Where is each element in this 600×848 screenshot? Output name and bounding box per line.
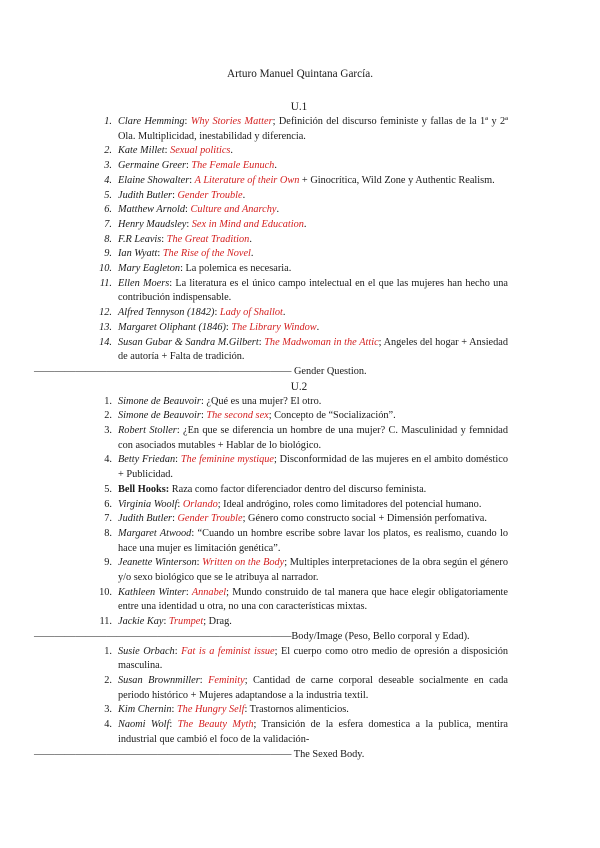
item-description: ¿En que se diferencia un hombre de una mujer? C. Masculinidad y femnidad con asociados mutables + Hablar de lo biológico. bbox=[118, 425, 509, 451]
section-separator: ————————————————————————— Gender Question. bbox=[34, 365, 367, 377]
item-work-title: Sexual politics bbox=[170, 145, 231, 157]
item-number: 8. bbox=[104, 527, 112, 539]
item-work-title: Why Stories Matter bbox=[190, 116, 273, 127]
item-author: Susan Gubar & Sandra M.Gilbert bbox=[118, 336, 259, 348]
item-author: Mary Eagleton bbox=[118, 263, 181, 275]
item-description: Raza como factor diferenciador dentro del discurso feminista. bbox=[171, 483, 427, 495]
item-separator: : bbox=[171, 704, 177, 716]
item-number: 2. bbox=[104, 145, 112, 157]
item-author: Jackie Kay bbox=[118, 616, 164, 628]
item-separator: : bbox=[196, 557, 203, 569]
item-work-title: Orlando bbox=[182, 498, 218, 510]
item-author: Margaret Oliphant (1846) bbox=[118, 321, 226, 333]
item-separator: : bbox=[184, 116, 191, 127]
document-author: Arturo Manuel Quintana García. bbox=[226, 68, 373, 80]
item-author: Margaret Atwood bbox=[118, 527, 192, 539]
list-item bbox=[90, 512, 508, 527]
item-work-title: The Library Window bbox=[231, 321, 317, 333]
item-author: Clare Hemming bbox=[118, 116, 185, 127]
list-item bbox=[90, 247, 508, 262]
list-item bbox=[90, 645, 508, 674]
list-item bbox=[90, 321, 508, 336]
item-work-title: A Literature of their Own bbox=[194, 174, 300, 186]
list-item bbox=[90, 144, 508, 159]
item-author: Matthew Arnold bbox=[118, 204, 186, 216]
item-separator: : bbox=[180, 263, 186, 275]
item-number: 1. bbox=[104, 645, 112, 657]
item-author: Susan Brownmiller bbox=[118, 674, 200, 686]
item-number: 5. bbox=[104, 189, 112, 201]
item-separator: : bbox=[175, 454, 181, 466]
item-number: 7. bbox=[104, 218, 112, 230]
item-separator: : bbox=[172, 189, 178, 201]
item-work-title: The Great Tradition bbox=[166, 233, 250, 245]
item-separator: : bbox=[186, 218, 192, 230]
item-description: ; El cuerpo como otro medio de opresión a disposición masculina. bbox=[118, 645, 509, 672]
item-number: 3. bbox=[104, 425, 112, 437]
list-item bbox=[90, 409, 508, 424]
item-separator: : bbox=[214, 307, 220, 319]
list-item bbox=[90, 527, 508, 556]
item-work-title: The Rise of the Novel bbox=[162, 248, 251, 260]
list-item bbox=[90, 703, 508, 718]
item-separator: : bbox=[177, 498, 183, 510]
reference-list bbox=[90, 645, 508, 748]
list-item bbox=[90, 306, 508, 321]
list-item bbox=[90, 189, 508, 204]
list-item bbox=[90, 718, 508, 747]
item-work-title: Fat is a feminist issue bbox=[181, 645, 275, 657]
item-author: Elaine Showalter bbox=[118, 174, 190, 186]
item-work-title: The second sex bbox=[206, 410, 269, 422]
item-number: 4. bbox=[104, 174, 112, 186]
item-description: ; Definición del discurso feministe y fallas de la 1ª y 2ª Ola. Multiplicidad, inestabilidad y diferencia. bbox=[118, 116, 508, 142]
item-number: 5. bbox=[104, 483, 112, 495]
item-work-title: Culture and Anarchy bbox=[190, 204, 277, 216]
item-number: 6. bbox=[104, 204, 112, 216]
list-item bbox=[90, 262, 508, 277]
item-number: 12. bbox=[99, 307, 112, 319]
item-description: ; Angeles del hogar + Ansiedad de autoría + Falta de tradición. bbox=[118, 336, 508, 363]
item-work-title: The feminine mystique bbox=[180, 454, 274, 466]
list-item bbox=[90, 615, 508, 630]
item-author: Simone de Beauvoir bbox=[118, 395, 201, 407]
item-description: . bbox=[274, 160, 277, 172]
item-description: : Trastornos alimenticios. bbox=[244, 704, 349, 716]
item-description: ; Concepto de “Socialización”. bbox=[268, 410, 396, 422]
item-author: Simone de Beauvoir bbox=[118, 410, 201, 422]
item-author: Germaine Greer bbox=[118, 160, 186, 172]
item-work-title: Written on the Body bbox=[202, 557, 285, 569]
list-item bbox=[90, 483, 508, 498]
item-work-title: Gender Trouble bbox=[177, 513, 243, 525]
item-number: 4. bbox=[104, 719, 112, 731]
item-number: 14. bbox=[99, 336, 112, 348]
section-separator: —————————————————————————Body/Image (Peso, Bello corporal y Edad). bbox=[34, 630, 470, 642]
item-description: . bbox=[316, 321, 320, 333]
item-author: Naomi Wolf bbox=[118, 719, 170, 731]
item-separator: : bbox=[199, 674, 209, 686]
item-description: . bbox=[303, 218, 307, 230]
item-description: ; Cantidad de carne corporal deseable socialmente en cada periodo histórico + Mujeres adaptandose a la industria textil. bbox=[118, 674, 508, 701]
list-item bbox=[90, 674, 508, 703]
list-item bbox=[90, 556, 508, 585]
list-item bbox=[90, 115, 508, 144]
item-description: ; Ideal andrógino, roles como limitadores del potencial humano. bbox=[217, 498, 482, 510]
item-author: Ellen Moers bbox=[118, 277, 170, 289]
item-author: Susie Orbach bbox=[118, 645, 175, 657]
item-number: 7. bbox=[104, 513, 112, 525]
item-separator: : bbox=[185, 204, 191, 216]
item-separator: : bbox=[200, 410, 207, 422]
item-author: F.R Leavis bbox=[118, 233, 162, 245]
item-description: ; Disconformidad de las mujeres en el ambito doméstico + Publicidad. bbox=[118, 454, 508, 481]
item-work-title: The Female Eunuch bbox=[191, 160, 275, 172]
item-author: Betty Friedan bbox=[118, 454, 176, 466]
item-separator: : bbox=[172, 513, 178, 525]
item-separator: : bbox=[157, 248, 163, 260]
item-description: . bbox=[276, 204, 280, 216]
item-work-title: Gender Trouble bbox=[177, 189, 243, 201]
list-item bbox=[90, 277, 508, 306]
item-author: Alfred Tennyson (1842) bbox=[118, 307, 215, 319]
item-work-title: Lady of Shallot bbox=[219, 307, 283, 319]
item-author: Judith Butler bbox=[118, 513, 173, 525]
item-separator: : bbox=[225, 321, 232, 333]
item-number: 3. bbox=[104, 704, 112, 716]
item-author: Judith Butler bbox=[118, 189, 173, 201]
item-author: Kim Chernin bbox=[118, 704, 172, 716]
item-separator: : bbox=[163, 616, 169, 628]
item-number: 10. bbox=[99, 263, 112, 275]
list-item bbox=[90, 395, 508, 410]
item-description: ; Género como constructo social + Dimensión perfomativa. bbox=[242, 513, 487, 525]
item-description: ; Transición de la esfera domestica a la publica, mentira industrial que cambió el foco de la validación- bbox=[118, 719, 508, 745]
item-author: Kate Millet bbox=[118, 145, 165, 157]
item-author: Jeanette Winterson bbox=[118, 557, 197, 569]
item-description: La literatura es el único campo intelectual en el que las mujeres han hecho una contribución indispensable. bbox=[118, 277, 508, 304]
list-item bbox=[90, 233, 508, 248]
item-separator: : bbox=[185, 586, 192, 598]
item-description: ; Mundo construido de tal manera que hace elegir obligatoriamente entre una identidad u otra, no una con características mixtas. bbox=[118, 586, 508, 613]
item-separator: : bbox=[169, 277, 176, 289]
list-item bbox=[90, 498, 508, 513]
item-number: 10. bbox=[99, 586, 112, 598]
item-description: + Ginocrítica, Wild Zone y Authentic Realism. bbox=[299, 174, 495, 186]
item-description: La polemica es necesaria. bbox=[185, 263, 292, 275]
item-description: ; Drag. bbox=[203, 616, 232, 628]
item-work-title: The Hungry Self bbox=[176, 704, 245, 716]
list-item bbox=[90, 336, 508, 365]
item-separator: : bbox=[191, 527, 198, 539]
list-item bbox=[90, 203, 508, 218]
item-work-title: Sex in Mind and Education bbox=[191, 218, 304, 230]
item-separator: : bbox=[161, 233, 167, 245]
section-heading: U.1 bbox=[290, 101, 308, 113]
item-description: ¿Qué es una mujer? El otro. bbox=[206, 395, 322, 407]
item-author: Kathleen Winter bbox=[118, 586, 186, 598]
item-author: Virginia Woolf bbox=[118, 498, 178, 510]
item-work-title: Trumpet bbox=[168, 616, 204, 628]
item-number: 9. bbox=[104, 248, 112, 260]
item-number: 2. bbox=[104, 410, 112, 422]
list-item bbox=[90, 218, 508, 233]
item-number: 1. bbox=[104, 116, 112, 127]
item-description: ; Multiples interpretaciones de la obra según el género y/o sexo biológico que se le atribuya al narrador. bbox=[118, 557, 508, 584]
item-separator: : bbox=[174, 645, 182, 657]
item-work-title: The Madwoman in the Attic bbox=[264, 336, 379, 348]
item-description: . bbox=[282, 307, 286, 319]
item-description: . bbox=[242, 189, 246, 201]
item-author: Ian Wyatt bbox=[118, 248, 158, 260]
item-description: “Cuando un hombre escribe sobre lavar los platos, es realismo, cuando lo hace una mujer es limitación genética”. bbox=[118, 527, 508, 554]
item-author: Robert Stoller bbox=[118, 425, 177, 437]
item-separator: : bbox=[258, 336, 265, 348]
item-number: 6. bbox=[104, 498, 112, 510]
section-separator: ————————————————————————— The Sexed Body. bbox=[34, 748, 365, 760]
item-number: 11. bbox=[99, 616, 112, 628]
item-number: 2. bbox=[104, 674, 112, 686]
item-description: . bbox=[230, 145, 233, 157]
item-separator: : bbox=[200, 395, 207, 407]
list-item bbox=[90, 453, 508, 482]
item-work-title: Feminity bbox=[208, 674, 245, 686]
item-work-title: The Beauty Myth bbox=[177, 719, 254, 731]
item-description: . bbox=[250, 248, 254, 260]
reference-list bbox=[90, 115, 508, 365]
item-number: 9. bbox=[104, 557, 112, 569]
item-description: . bbox=[249, 233, 252, 245]
item-author: Henry Maudsley bbox=[118, 218, 187, 230]
item-separator: : bbox=[169, 719, 178, 731]
item-author: Bell Hooks: bbox=[118, 483, 170, 495]
list-item bbox=[90, 159, 508, 174]
reference-list bbox=[90, 395, 508, 630]
item-number: 3. bbox=[104, 160, 112, 172]
item-work-title: Annabel bbox=[191, 586, 227, 598]
item-number: 13. bbox=[99, 321, 112, 333]
item-number: 8. bbox=[104, 233, 112, 245]
item-separator: : bbox=[189, 174, 195, 186]
document-content bbox=[34, 100, 509, 762]
item-number: 11. bbox=[99, 277, 112, 289]
list-item bbox=[90, 586, 508, 615]
item-separator: : bbox=[164, 145, 171, 157]
section-heading: U.2 bbox=[290, 380, 308, 393]
item-number: 1. bbox=[104, 395, 112, 407]
list-item bbox=[90, 424, 508, 453]
list-item bbox=[90, 174, 508, 189]
item-number: 4. bbox=[104, 454, 112, 466]
item-separator: : bbox=[176, 425, 184, 437]
item-separator: : bbox=[185, 160, 192, 172]
